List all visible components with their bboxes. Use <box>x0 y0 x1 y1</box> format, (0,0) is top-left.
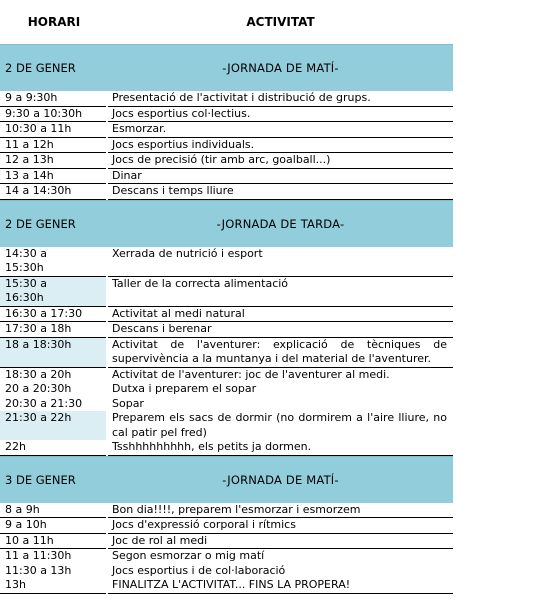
row-time: 16:30 a 17:30 <box>0 307 106 323</box>
table-row <box>0 247 453 277</box>
row-time: 11:30 a 13h <box>5 563 72 577</box>
section-date: 3 DE GENER <box>5 472 76 487</box>
table-row <box>0 368 453 383</box>
table-row <box>0 169 453 185</box>
row-time: 11 a 12h <box>0 138 106 154</box>
row-activity: Descans i temps lliure <box>108 184 453 200</box>
section-date: 2 DE GENER <box>5 216 76 231</box>
row-time: 9 a 10h <box>0 518 106 534</box>
table-body <box>0 44 453 594</box>
row-time: 22h <box>0 440 106 456</box>
table-row <box>0 91 453 107</box>
table-row <box>0 564 453 579</box>
section-band <box>0 200 453 247</box>
table-row <box>0 322 453 338</box>
table-row <box>0 518 453 534</box>
table-row <box>0 534 453 550</box>
row-activity: Activitat al medi natural <box>108 307 453 323</box>
table-header <box>0 0 453 44</box>
table-row <box>0 440 453 456</box>
row-activity: Jocs esportius i de col·laboració <box>112 563 286 577</box>
row-time: 13h <box>0 578 106 594</box>
row-time: 20 a 20:30h <box>5 382 72 395</box>
row-activity: Preparem els sacs de dormir (no dormirem a l'aire lliure, no cal patir pel fred) <box>112 411 447 439</box>
table-row <box>0 397 453 412</box>
row-activity: Descans i berenar <box>108 322 453 338</box>
header-activitat: ACTIVITAT <box>246 15 315 29</box>
row-time: 9:30 a 10:30h <box>0 107 106 123</box>
table-row <box>0 153 453 169</box>
table-row <box>0 138 453 154</box>
row-time: 14 a 14:30h <box>0 184 106 200</box>
row-time: 10 a 11h <box>0 534 106 550</box>
table-row <box>0 382 453 397</box>
row-activity: Activitat de l'aventurer: joc de l'aventurer al medi. <box>112 367 390 381</box>
row-activity: Jocs esportius col·lectius. <box>108 107 453 123</box>
table-row <box>0 122 453 138</box>
table-row <box>0 503 453 519</box>
row-activity: Bon dia!!!!, preparem l'esmorzar i esmorzem <box>108 503 453 519</box>
row-activity: Sopar <box>112 396 144 410</box>
row-activity: Dutxa i preparem el sopar <box>112 382 257 395</box>
row-activity: Jocs d'expressió corporal i rítmics <box>108 518 453 534</box>
row-time: 20:30 a 21:30 <box>5 396 83 410</box>
row-time: 21:30 a 22h <box>0 411 106 440</box>
section-band <box>0 44 453 91</box>
table-row <box>0 549 453 564</box>
row-time: 15:30 a 16:30h <box>0 277 106 307</box>
row-activity: FINALITZA L'ACTIVITAT... FINS LA PROPERA! <box>108 578 453 594</box>
row-time: 14:30 a 15:30h <box>0 247 106 277</box>
table-row <box>0 338 453 368</box>
row-activity: Activitat de l'aventurer: explicació de tècniques de supervivència a la muntanya i del material de l'aventurer. <box>108 338 453 368</box>
row-activity: Segon esmorzar o mig matí <box>112 549 265 562</box>
row-time: 10:30 a 11h <box>0 122 106 138</box>
row-time: 18:30 a 20h <box>5 367 72 381</box>
row-activity: Jocs esportius individuals. <box>108 138 453 154</box>
section-title: -JORNADA DE TARDA- <box>216 216 345 231</box>
row-activity: Dinar <box>108 169 453 185</box>
row-activity: Presentació de l'activitat i distribució de grups. <box>108 91 453 107</box>
table-row <box>0 307 453 323</box>
section-title: -JORNADA DE MATÍ- <box>222 61 339 75</box>
table-row <box>0 411 453 440</box>
row-activity: Jocs de precisió (tir amb arc, goalball...) <box>108 153 453 169</box>
row-activity: Esmorzar. <box>108 122 453 138</box>
table-row <box>0 578 453 594</box>
table-row <box>0 184 453 200</box>
row-time: 11 a 11:30h <box>5 549 72 562</box>
row-time: 13 a 14h <box>0 169 106 185</box>
row-time: 8 a 9h <box>0 503 106 519</box>
row-activity: Tsshhhhhhhhh, els petits ja dormen. <box>108 440 453 456</box>
row-activity: Xerrada de nutrició i esport <box>108 247 453 277</box>
section-date: 2 DE GENER <box>5 61 76 75</box>
section-title: -JORNADA DE MATÍ- <box>222 472 339 487</box>
table-row <box>0 277 453 307</box>
table-row <box>0 107 453 123</box>
row-activity: Joc de rol al medi <box>108 534 453 550</box>
section-band <box>0 456 453 503</box>
row-time: 18 a 18:30h <box>0 338 106 368</box>
header-horari: HORARI <box>27 15 81 29</box>
row-time: 12 a 13h <box>0 153 106 169</box>
row-time: 9 a 9:30h <box>0 91 106 107</box>
row-activity: Taller de la correcta alimentació <box>108 277 453 307</box>
row-time: 17:30 a 18h <box>0 322 106 338</box>
